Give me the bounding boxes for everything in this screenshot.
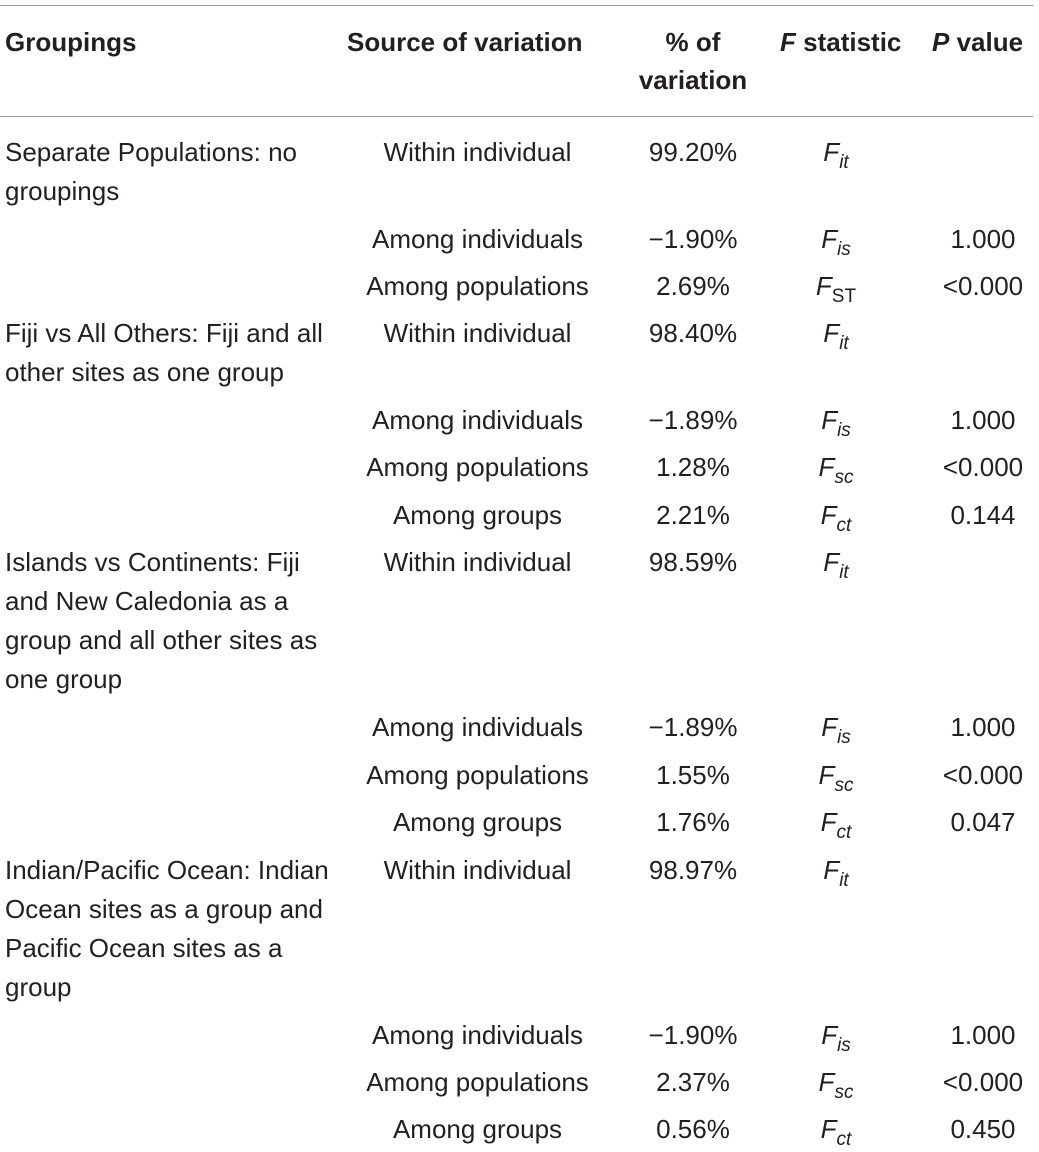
f-subscript: sc (834, 775, 854, 796)
header-groupings: Groupings (5, 27, 137, 57)
f-subscript: is (837, 727, 851, 748)
f-base: F (823, 137, 840, 167)
f-subscript: sc (834, 1082, 854, 1103)
percent-cell: 1.55% (656, 760, 730, 790)
f-statistic-cell (780, 756, 892, 798)
header-p-letter: P (932, 27, 950, 57)
source-cell: Among individuals (371, 224, 583, 254)
f-subscript: is (837, 420, 851, 441)
percent-cell: 98.97% (648, 855, 738, 885)
percent-cell: 2.69% (656, 271, 730, 301)
source-cell: Within individual (383, 137, 572, 167)
f-subscript: is (837, 239, 851, 260)
f-statistic-cell (780, 1016, 892, 1058)
header-p-value (932, 23, 1023, 61)
p-value-cell: <0.000 (942, 1067, 1024, 1097)
f-statistic-cell (780, 1063, 892, 1105)
f-base: F (823, 855, 840, 885)
p-value-cell: <0.000 (942, 271, 1024, 301)
source-cell: Among groups (392, 807, 563, 837)
f-base: F (821, 1020, 838, 1050)
f-statistic-cell (780, 1110, 892, 1152)
source-cell: Among populations (366, 271, 589, 301)
p-value-cell: <0.000 (942, 760, 1024, 790)
f-statistic-cell (780, 133, 892, 175)
header-source-of-variation: Source of variation (347, 27, 583, 57)
f-subscript: ct (836, 1129, 852, 1150)
f-subscript: it (839, 870, 849, 891)
source-cell: Among individuals (371, 1020, 583, 1050)
percent-cell: 1.28% (656, 452, 730, 482)
f-statistic-cell (780, 708, 892, 750)
f-subscript: is (837, 1035, 851, 1056)
percent-cell: −1.89% (648, 405, 738, 435)
p-value-cell: 0.144 (950, 500, 1016, 530)
f-subscript: ct (836, 515, 852, 536)
f-base: F (820, 500, 837, 530)
header-f-letter: F (780, 27, 796, 57)
p-value-cell: 0.047 (950, 807, 1016, 837)
percent-cell: 0.56% (656, 1114, 730, 1144)
f-base: F (821, 224, 838, 254)
header-f-statistic (780, 23, 901, 61)
f-base: F (818, 452, 835, 482)
f-base: F (820, 1114, 837, 1144)
f-statistic-cell (780, 401, 892, 443)
p-value-cell: 0.450 (950, 1114, 1016, 1144)
grouping-cell: Separate Populations: no groupings (5, 137, 297, 206)
header-f-rest: statistic (795, 27, 902, 57)
percent-cell: −1.89% (648, 712, 738, 742)
p-value-cell: 1.000 (950, 405, 1016, 435)
source-cell: Among groups (392, 1114, 563, 1144)
f-statistic-cell (780, 543, 892, 585)
source-cell: Among populations (366, 760, 589, 790)
f-subscript: it (839, 333, 849, 354)
f-subscript: ct (836, 822, 852, 843)
percent-cell: 2.21% (656, 500, 730, 530)
table-top-rule (0, 5, 1033, 6)
f-base: F (815, 271, 832, 301)
source-cell: Within individual (383, 855, 572, 885)
p-value-cell: 1.000 (950, 712, 1016, 742)
f-subscript: it (839, 562, 849, 583)
f-statistic-cell (780, 267, 892, 309)
f-subscript: ST (831, 286, 857, 307)
percent-cell: 2.37% (656, 1067, 730, 1097)
p-value-cell: 1.000 (950, 1020, 1016, 1050)
grouping-cell: Fiji vs All Others: Fiji and all other sites as one group (5, 318, 323, 387)
table-header-rule (0, 116, 1033, 117)
source-cell: Within individual (383, 318, 572, 348)
f-base: F (818, 1067, 835, 1097)
source-cell: Among individuals (371, 405, 583, 435)
percent-cell: −1.90% (648, 224, 738, 254)
percent-cell: 98.59% (648, 547, 738, 577)
source-cell: Among groups (392, 500, 563, 530)
percent-cell: 1.76% (656, 807, 730, 837)
source-cell: Among populations (366, 452, 589, 482)
f-subscript: it (839, 152, 849, 173)
f-statistic-cell (780, 851, 892, 893)
f-statistic-cell (780, 496, 892, 538)
source-cell: Within individual (383, 547, 572, 577)
f-statistic-cell (780, 220, 892, 262)
f-statistic-cell (780, 448, 892, 490)
f-subscript: sc (834, 467, 854, 488)
f-base: F (821, 405, 838, 435)
f-base: F (823, 547, 840, 577)
f-base: F (823, 318, 840, 348)
header-percent-line1: % of (665, 27, 721, 57)
f-base: F (820, 807, 837, 837)
p-value-cell: 1.000 (950, 224, 1016, 254)
f-statistic-cell (780, 314, 892, 356)
percent-cell: −1.90% (648, 1020, 738, 1050)
f-base: F (821, 712, 838, 742)
source-cell: Among individuals (371, 712, 583, 742)
percent-cell: 98.40% (648, 318, 738, 348)
f-base: F (818, 760, 835, 790)
f-statistic-cell (780, 803, 892, 845)
header-percent-line2: variation (638, 65, 748, 95)
p-value-cell: <0.000 (942, 452, 1024, 482)
header-p-rest: value (949, 27, 1024, 57)
grouping-cell: Islands vs Continents: Fiji and New Caledonia as a group and all other sites as one group (5, 547, 318, 694)
grouping-cell: Indian/Pacific Ocean: Indian Ocean sites as a group and Pacific Ocean sites as a group (5, 855, 329, 1002)
percent-cell: 99.20% (648, 137, 738, 167)
header-percent-of-variation (632, 23, 754, 99)
source-cell: Among populations (366, 1067, 589, 1097)
